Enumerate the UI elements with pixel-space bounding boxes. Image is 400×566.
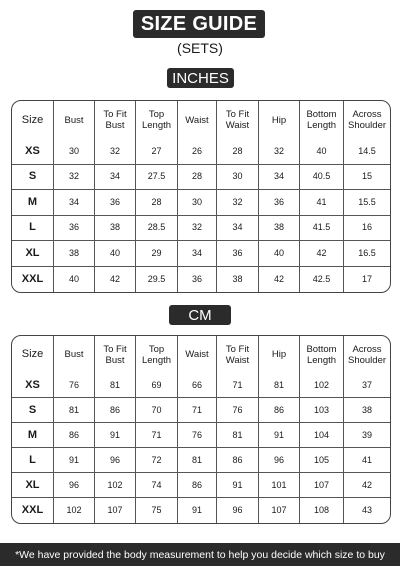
measurement-cell: 36: [217, 241, 259, 267]
cm-size-table: [11, 335, 391, 524]
measurement-cell: 96: [217, 498, 259, 523]
column-header: Waist: [178, 336, 217, 373]
measurement-cell: 28: [217, 139, 259, 165]
measurement-cell: 36: [95, 190, 136, 216]
measurement-cell: 102: [300, 373, 344, 398]
measurement-cell: 41: [300, 190, 344, 216]
measurement-cell: 71: [136, 423, 178, 448]
measurement-cell: 34: [259, 165, 300, 191]
measurement-cell: 42: [259, 267, 300, 293]
measurement-cell: 76: [217, 398, 259, 423]
measurement-cell: 41: [344, 448, 390, 473]
measurement-cell: 76: [178, 423, 217, 448]
measurement-cell: 38: [259, 216, 300, 242]
measurement-cell: 15.5: [344, 190, 390, 216]
table-row: [12, 241, 390, 267]
measurement-cell: 36: [259, 190, 300, 216]
table-row: [12, 398, 390, 423]
measurement-cell: 91: [259, 423, 300, 448]
column-header: To Fit Waist: [217, 101, 259, 139]
size-cell: L: [12, 448, 54, 473]
table-row: [12, 473, 390, 498]
size-cell: XXL: [12, 498, 54, 523]
size-cell: S: [12, 165, 54, 191]
measurement-cell: 107: [95, 498, 136, 523]
table-row: [12, 216, 390, 242]
size-cell: XS: [12, 139, 54, 165]
column-header: Bottom Length: [300, 336, 344, 373]
measurement-cell: 69: [136, 373, 178, 398]
measurement-cell: 30: [178, 190, 217, 216]
measurement-cell: 15: [344, 165, 390, 191]
measurement-cell: 38: [54, 241, 95, 267]
measurement-cell: 96: [259, 448, 300, 473]
measurement-cell: 70: [136, 398, 178, 423]
measurement-cell: 103: [300, 398, 344, 423]
size-cell: L: [12, 216, 54, 242]
table-row: [12, 165, 390, 191]
measurement-cell: 34: [54, 190, 95, 216]
footer-note: *We have provided the body measurement to help you decide which size to buy: [0, 543, 400, 566]
measurement-cell: 66: [178, 373, 217, 398]
measurement-cell: 30: [217, 165, 259, 191]
column-header: Across Shoulder: [347, 109, 387, 131]
column-header: Size: [12, 336, 54, 373]
measurement-cell: 27: [136, 139, 178, 165]
measurement-cell: 16: [344, 216, 390, 242]
measurement-cell: 75: [136, 498, 178, 523]
measurement-cell: 40.5: [300, 165, 344, 191]
measurement-cell: 42: [300, 241, 344, 267]
measurement-cell: 86: [178, 473, 217, 498]
measurement-cell: 34: [217, 216, 259, 242]
column-header: Bust: [54, 336, 95, 373]
column-header: Hip: [259, 336, 300, 373]
size-cell: XL: [12, 473, 54, 498]
table-row: [12, 498, 390, 523]
measurement-cell: 105: [300, 448, 344, 473]
measurement-cell: 42: [95, 267, 136, 293]
size-cell: M: [12, 423, 54, 448]
table-header-row: [12, 336, 390, 373]
measurement-cell: 76: [54, 373, 95, 398]
measurement-cell: 40: [300, 139, 344, 165]
inches-size-table: [11, 100, 391, 293]
measurement-cell: 91: [217, 473, 259, 498]
measurement-cell: 32: [178, 216, 217, 242]
measurement-cell: 36: [54, 216, 95, 242]
measurement-cell: 71: [217, 373, 259, 398]
measurement-cell: 86: [217, 448, 259, 473]
measurement-cell: 36: [178, 267, 217, 293]
measurement-cell: 81: [259, 373, 300, 398]
measurement-cell: 28.5: [136, 216, 178, 242]
size-cell: XL: [12, 241, 54, 267]
measurement-cell: 102: [95, 473, 136, 498]
page-subtitle: (SETS): [177, 40, 223, 56]
size-cell: XXL: [12, 267, 54, 293]
table-row: [12, 139, 390, 165]
measurement-cell: 96: [54, 473, 95, 498]
measurement-cell: 86: [54, 423, 95, 448]
measurement-cell: 81: [54, 398, 95, 423]
measurement-cell: 91: [95, 423, 136, 448]
column-header: Waist: [178, 101, 217, 139]
measurement-cell: 37: [344, 373, 390, 398]
table-row: [12, 267, 390, 293]
measurement-cell: 86: [259, 398, 300, 423]
size-cell: M: [12, 190, 54, 216]
column-header: Across Shoulder: [347, 343, 387, 366]
measurement-cell: 30: [54, 139, 95, 165]
table-row: [12, 448, 390, 473]
measurement-cell: 108: [300, 498, 344, 523]
measurement-cell: 42: [344, 473, 390, 498]
measurement-cell: 81: [95, 373, 136, 398]
measurement-cell: 27.5: [136, 165, 178, 191]
measurement-cell: 29: [136, 241, 178, 267]
measurement-cell: 40: [95, 241, 136, 267]
measurement-cell: 16.5: [344, 241, 390, 267]
measurement-cell: 14.5: [344, 139, 390, 165]
column-header: Top Length: [136, 336, 178, 373]
measurement-cell: 39: [344, 423, 390, 448]
measurement-cell: 101: [259, 473, 300, 498]
measurement-cell: 32: [54, 165, 95, 191]
measurement-cell: 102: [54, 498, 95, 523]
measurement-cell: 107: [300, 473, 344, 498]
measurement-cell: 28: [178, 165, 217, 191]
column-header: To Fit Bust: [95, 336, 136, 373]
table-row: [12, 423, 390, 448]
measurement-cell: 32: [259, 139, 300, 165]
measurement-cell: 28: [136, 190, 178, 216]
column-header: To Fit Bust: [95, 101, 136, 139]
measurement-cell: 32: [95, 139, 136, 165]
measurement-cell: 91: [178, 498, 217, 523]
measurement-cell: 34: [178, 241, 217, 267]
measurement-cell: 38: [344, 398, 390, 423]
measurement-cell: 42.5: [300, 267, 344, 293]
size-cell: XS: [12, 373, 54, 398]
measurement-cell: 81: [217, 423, 259, 448]
measurement-cell: 32: [217, 190, 259, 216]
measurement-cell: 38: [95, 216, 136, 242]
inches-section-label: INCHES: [167, 68, 234, 88]
measurement-cell: 96: [95, 448, 136, 473]
cm-section-label: CM: [169, 305, 231, 325]
measurement-cell: 17: [361, 273, 372, 284]
column-header: Top Length: [136, 101, 178, 139]
measurement-cell: 40: [54, 267, 95, 293]
table-row: [12, 190, 390, 216]
measurement-cell: 43: [361, 505, 372, 515]
measurement-cell: 72: [136, 448, 178, 473]
measurement-cell: 26: [178, 139, 217, 165]
measurement-cell: 104: [300, 423, 344, 448]
size-cell: S: [12, 398, 54, 423]
measurement-cell: 74: [136, 473, 178, 498]
measurement-cell: 34: [95, 165, 136, 191]
measurement-cell: 81: [178, 448, 217, 473]
measurement-cell: 91: [54, 448, 95, 473]
column-header: Bust: [54, 101, 95, 139]
measurement-cell: 40: [259, 241, 300, 267]
table-header-row: [12, 101, 390, 139]
measurement-cell: 71: [178, 398, 217, 423]
measurement-cell: 41.5: [300, 216, 344, 242]
column-header: Bottom Length: [300, 101, 344, 139]
measurement-cell: 29.5: [136, 267, 178, 293]
column-header: To Fit Waist: [217, 336, 259, 373]
table-row: [12, 373, 390, 398]
page-title: SIZE GUIDE: [133, 10, 265, 38]
measurement-cell: 86: [95, 398, 136, 423]
measurement-cell: 107: [259, 498, 300, 523]
column-header: Hip: [259, 101, 300, 139]
column-header: Size: [12, 101, 54, 139]
measurement-cell: 38: [217, 267, 259, 293]
